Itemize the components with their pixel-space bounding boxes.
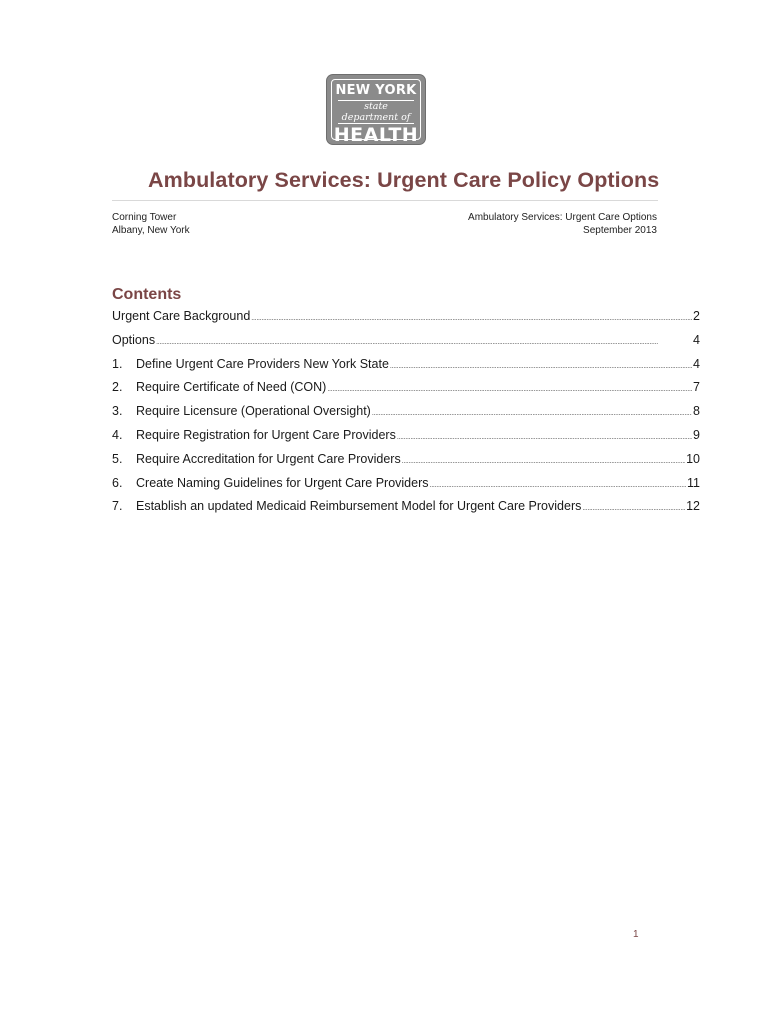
toc-entry-title: Establish an updated Medicaid Reimbursement Model for Urgent Care Providers [136, 499, 582, 514]
toc-entry-title: Define Urgent Care Providers New York State [136, 356, 389, 371]
toc-entry-number: 2. [112, 380, 123, 395]
toc-entry-page: 10 [686, 451, 700, 466]
toc-entry-7[interactable] [112, 499, 700, 523]
table-of-contents [112, 309, 700, 523]
toc-dot-leader [251, 309, 692, 323]
toc-entry-page: 12 [686, 499, 700, 514]
toc-dot-leader [582, 499, 685, 513]
logo-text-health: HEALTH [333, 124, 419, 146]
toc-entry-page: 8 [693, 404, 700, 419]
address-line-1: Corning Tower [112, 212, 177, 223]
toc-dot-leader [390, 357, 692, 371]
toc-entry-urgent-care-background[interactable] [112, 309, 700, 333]
toc-entry-page: 9 [693, 427, 700, 442]
toc-entry-options[interactable] [112, 333, 700, 357]
toc-entry-page: 7 [693, 380, 700, 395]
toc-dot-leader [372, 404, 692, 418]
toc-entry-page: 2 [693, 309, 700, 323]
title-divider [112, 200, 658, 201]
toc-entry-title: Require Certificate of Need (CON) [136, 380, 327, 395]
address-line-2: Albany, New York [112, 225, 190, 236]
document-info-line-2: September 2013 [583, 225, 657, 236]
nys-health-logo [327, 75, 425, 144]
toc-entry-number: 3. [112, 404, 123, 419]
toc-entry-title: Options [112, 332, 156, 347]
toc-entry-title: Create Naming Guidelines for Urgent Care Providers [136, 475, 429, 490]
toc-entry-number: 5. [112, 451, 123, 466]
toc-entry-number: 7. [112, 499, 123, 514]
toc-dot-leader [430, 476, 687, 490]
toc-entry-number: 6. [112, 475, 123, 490]
toc-entry-6[interactable] [112, 476, 700, 500]
toc-entry-4[interactable] [112, 428, 700, 452]
address-block [112, 211, 190, 237]
toc-entry-2[interactable] [112, 380, 700, 404]
toc-dot-leader [327, 380, 692, 394]
toc-entry-number: 1. [112, 356, 123, 371]
toc-entry-title: Require Registration for Urgent Care Providers [136, 427, 396, 442]
toc-entry-1[interactable] [112, 357, 700, 381]
toc-entry-page: 4 [693, 332, 700, 347]
toc-dot-leader [397, 428, 692, 442]
document-info-line-1: Ambulatory Services: Urgent Care Options [468, 212, 657, 223]
toc-entry-page: 4 [693, 356, 700, 371]
document-title: Ambulatory Services: Urgent Care Policy Options [148, 168, 660, 192]
logo-text-state-department: state department of [338, 100, 414, 124]
logo-text-new-york: NEW YORK [335, 83, 417, 98]
toc-entry-5[interactable] [112, 452, 700, 476]
contents-heading: Contents [112, 286, 182, 303]
toc-dot-leader [402, 452, 685, 466]
logo-frame [331, 79, 421, 146]
toc-entry-page: 11 [687, 475, 700, 490]
toc-entry-title: Require Accreditation for Urgent Care Providers [136, 451, 401, 466]
toc-entry-3[interactable] [112, 404, 700, 428]
toc-entry-number: 4. [112, 427, 123, 442]
page-number: 1 [633, 929, 639, 940]
document-info-block [468, 211, 657, 237]
toc-dot-leader [156, 333, 692, 347]
toc-entry-title: Urgent Care Background [112, 309, 251, 323]
toc-entry-title: Require Licensure (Operational Oversight) [136, 404, 371, 419]
